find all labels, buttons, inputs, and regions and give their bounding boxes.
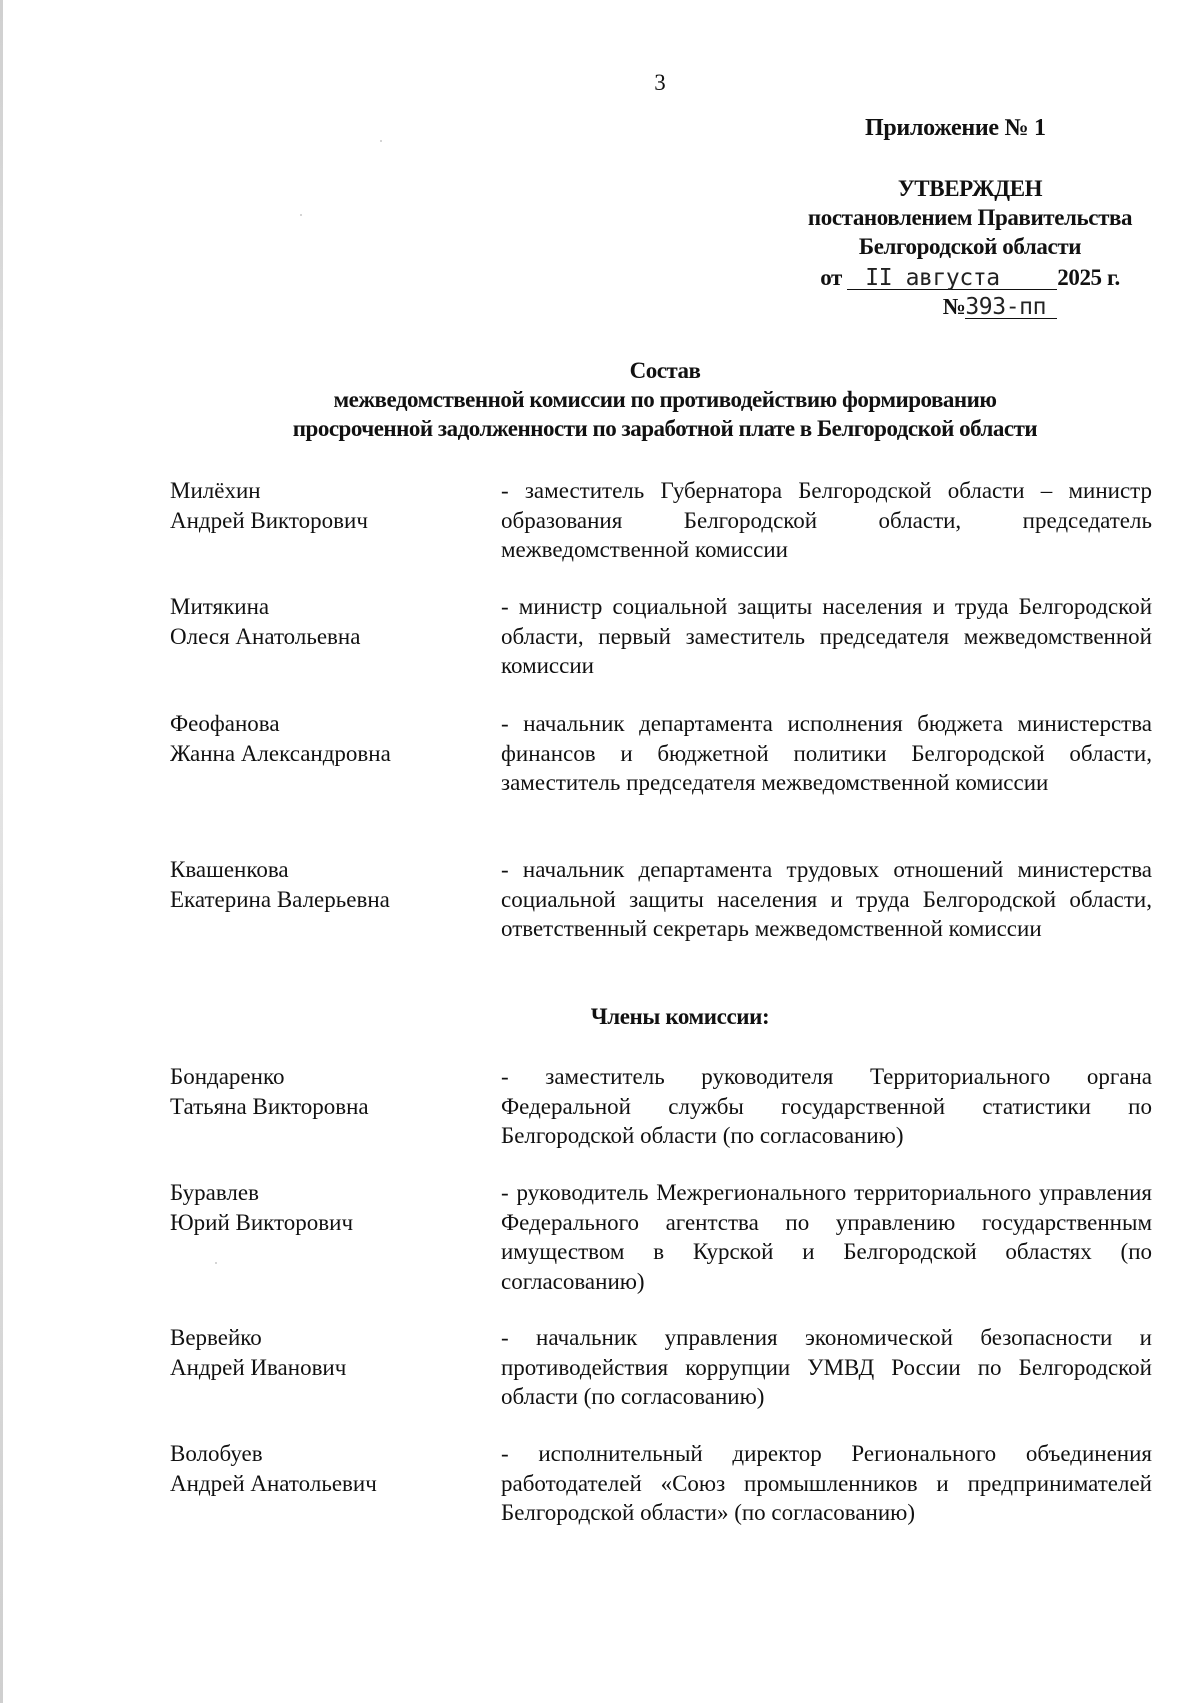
person-role: - заместитель руководителя Территориального органа Федеральной службы государственной статистики по Белгородской области (по согласованию)	[501, 1064, 1152, 1148]
person-given-names: Андрей Викторович	[170, 507, 368, 533]
person-role: - начальник департамента исполнения бюджета министерства финансов и бюджетной политики Белгородской области, заместитель председателя межведомственной комиссии	[501, 711, 1152, 795]
approval-line-2: Белгородской области	[858, 234, 1082, 259]
person-name	[170, 1439, 470, 1498]
person-surname: Милёхин	[170, 478, 261, 503]
scan-speck	[380, 140, 382, 142]
approval-number	[740, 292, 1200, 321]
number-blank	[965, 296, 1057, 319]
person-surname: Феофанова	[170, 711, 280, 736]
person-name	[170, 592, 470, 651]
person-given-names: Екатерина Валерьевна	[170, 886, 390, 912]
person-surname: Волобуев	[170, 1441, 263, 1466]
person-surname: Митякина	[170, 594, 270, 619]
person-given-names: Андрей Анатольевич	[170, 1470, 377, 1496]
approval-stamp	[740, 174, 1200, 321]
date-year: 2025 г.	[1057, 265, 1120, 290]
person-role: - министр социальной защиты населения и труда Белгородской области, первый заместитель председателя межведомственной комиссии	[501, 594, 1152, 678]
person-name	[170, 1323, 470, 1382]
person-given-names: Татьяна Викторовна	[170, 1093, 369, 1119]
appendix-label: Приложение № 1	[865, 115, 1046, 141]
members-heading: Члены комиссии:	[590, 1004, 770, 1029]
number-prefix: №	[942, 294, 966, 319]
person-given-names: Андрей Иванович	[170, 1354, 347, 1380]
document-title	[230, 356, 1100, 443]
date-blank	[847, 267, 1057, 290]
scan-edge	[0, 0, 3, 1703]
person-name	[170, 476, 470, 535]
person-name	[170, 1178, 470, 1237]
person-role: - начальник управления экономической безопасности и противодействия коррупции УМВД России по Белгородской области (по согласованию)	[501, 1325, 1152, 1409]
approval-heading: УТВЕРЖДЕН	[897, 176, 1043, 201]
page-number: 3	[654, 70, 666, 95]
person-surname: Квашенкова	[170, 857, 289, 882]
person-role: - заместитель Губернатора Белгородской области – министр образования Белгородской области, председатель межведомственной комиссии	[501, 478, 1152, 562]
date-prefix: от	[820, 265, 842, 290]
person-surname: Буравлев	[170, 1180, 259, 1205]
person-name	[170, 855, 470, 914]
person-given-names: Жанна Александровна	[170, 740, 391, 766]
date-handwritten: II августа	[865, 265, 1000, 291]
title-line-3: просроченной задолженности по заработной плате в Белгородской области	[292, 416, 1038, 441]
person-given-names: Олеся Анатольевна	[170, 623, 361, 649]
person-name	[170, 709, 470, 768]
person-role: - начальник департамента трудовых отношений министерства социальной защиты населения и труда Белгородской области, ответственный секретарь межведомственной комиссии	[501, 857, 1152, 941]
person-role: - руководитель Межрегионального территориального управления Федерального агентства по управлению государственным имуществом в Курской и Белгородской областях (по согласованию)	[501, 1180, 1152, 1294]
approval-line-1: постановлением Правительства	[807, 205, 1133, 230]
person-name	[170, 1062, 470, 1121]
approval-date	[740, 263, 1200, 292]
title-line-1: Состав	[629, 358, 701, 383]
person-given-names: Юрий Викторович	[170, 1209, 354, 1235]
person-surname: Вервейко	[170, 1325, 262, 1350]
person-surname: Бондаренко	[170, 1064, 285, 1089]
number-handwritten: 393-пп	[965, 294, 1047, 320]
scan-speck	[215, 1262, 217, 1264]
scan-speck	[300, 214, 302, 216]
title-line-2: межведомственной комиссии по противодействию формированию	[333, 387, 997, 412]
person-role: - исполнительный директор Регионального объединения работодателей «Союз промышленников и предпринимателей Белгородской области» (по согласованию)	[501, 1441, 1152, 1525]
